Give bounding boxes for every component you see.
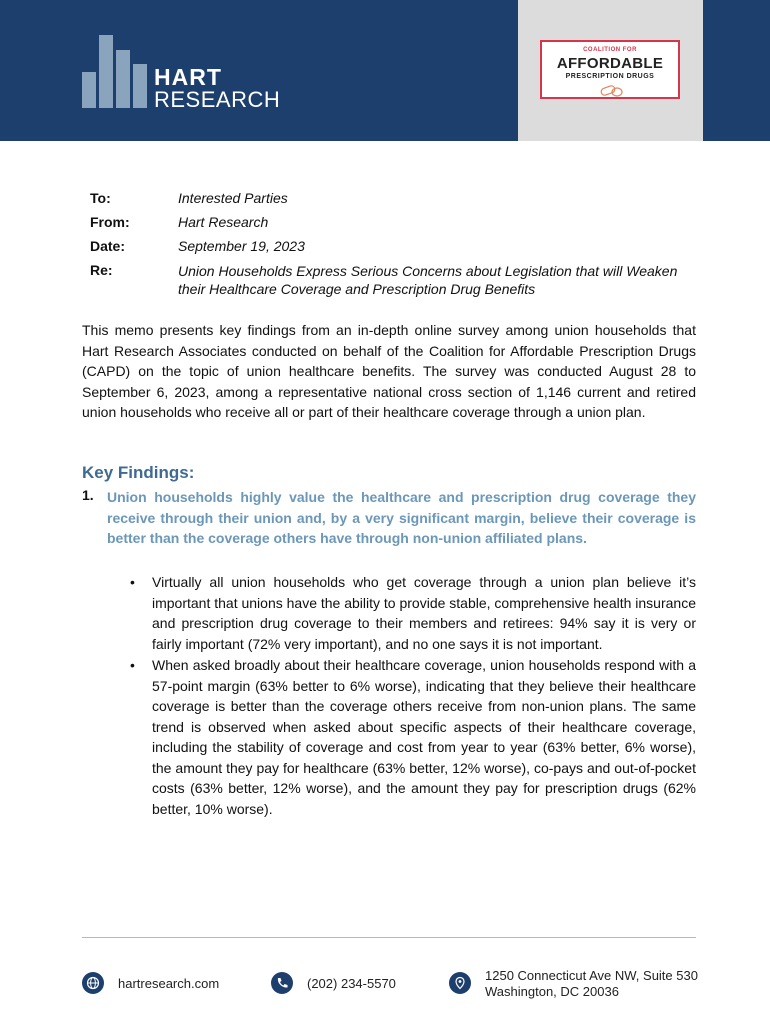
footer-phone[interactable]: (202) 234-5570 bbox=[307, 976, 396, 991]
capd-big-text: AFFORDABLE bbox=[556, 55, 664, 72]
from-label: From: bbox=[90, 214, 130, 230]
header-banner bbox=[0, 0, 770, 141]
footer-website[interactable]: hartresearch.com bbox=[118, 976, 220, 991]
finding-1 bbox=[82, 487, 696, 549]
memo-re-row bbox=[90, 262, 700, 302]
finding-number: 1. bbox=[82, 487, 94, 503]
location-pin-icon bbox=[449, 972, 471, 994]
bullet-glyph: • bbox=[130, 574, 135, 590]
logo-line2: RESEARCH bbox=[154, 87, 281, 112]
footer-divider bbox=[82, 937, 696, 938]
bullet-text: When asked broadly about their healthcare coverage, union households respond with a 57-point margin (63% better to 6% worse), indicating that they believe their healthcare coverage is better than the coverage others receive from non-union plans. The same trend is observed when asked about specific aspects of their healthcare coverage, including the stability of coverage and cost from year to year (63% better, 6% worse), the amount they pay for healthcare (63% better, 12% worse), co-pays and out-of-pocket costs (63% better, 12% worse), and the amount they pay for prescription drugs (62% better, 10% worse). bbox=[152, 657, 696, 817]
bullet-glyph: • bbox=[130, 657, 135, 673]
memo-to-row bbox=[90, 190, 700, 214]
bullet-text: Virtually all union households who get coverage through a union plan believe it’s important that unions have the ability to provide stable, comprehensive health insurance and prescription drug coverage to their members and retirees: 94% say it is very or fairly important (72% very important), and no one says it is not important. bbox=[152, 574, 696, 652]
capd-logo bbox=[540, 40, 680, 99]
capd-sub-text: PRESCRIPTION DRUGS bbox=[565, 73, 655, 80]
address-line2: Washington, DC 20036 bbox=[485, 984, 619, 999]
pills-icon bbox=[600, 84, 624, 98]
re-value: Union Households Express Serious Concerns about Legislation that will Weaken their Healthcare Coverage and Prescription Drug Benefits bbox=[178, 263, 678, 297]
partner-logo-panel bbox=[518, 0, 703, 141]
finding-text: Union households highly value the healthcare and prescription drug coverage they receive through their union and, by a very significant margin, believe their coverage is better than the coverage others have through non-union affiliated plans. bbox=[107, 489, 696, 546]
to-value: Interested Parties bbox=[178, 190, 288, 206]
bullet-item bbox=[130, 572, 696, 654]
finding-1-bullets bbox=[130, 572, 696, 820]
phone-icon bbox=[271, 972, 293, 994]
globe-icon bbox=[82, 972, 104, 994]
re-label: Re: bbox=[90, 262, 113, 278]
hart-logo bbox=[154, 66, 280, 111]
address-line1: 1250 Connecticut Ave NW, Suite 530 bbox=[485, 968, 698, 983]
date-value: September 19, 2023 bbox=[178, 238, 305, 254]
memo-header bbox=[90, 190, 700, 302]
intro-paragraph: This memo presents key findings from an in-depth online survey among union households that Hart Research Associates conducted on behalf of the Coalition for Affordable Prescription Drugs (CAPD) on the topic of union healthcare benefits. The survey was conducted August 28 to September 6, 2023, among a representative national cross section of 1,146 current and retired union households who receive all or part of their healthcare coverage through a union plan. bbox=[82, 322, 696, 420]
from-value: Hart Research bbox=[178, 214, 269, 230]
memo-from-row bbox=[90, 214, 700, 238]
bullet-item bbox=[130, 655, 696, 819]
hart-logo-bars bbox=[82, 35, 148, 108]
key-findings-heading: Key Findings: bbox=[82, 463, 195, 482]
date-label: Date: bbox=[90, 238, 126, 254]
footer-address bbox=[485, 968, 698, 1000]
logo-line1: HART bbox=[154, 64, 222, 90]
memo-date-row bbox=[90, 238, 700, 262]
to-label: To: bbox=[90, 190, 111, 206]
capd-small-text: COALITION FOR bbox=[583, 47, 637, 53]
